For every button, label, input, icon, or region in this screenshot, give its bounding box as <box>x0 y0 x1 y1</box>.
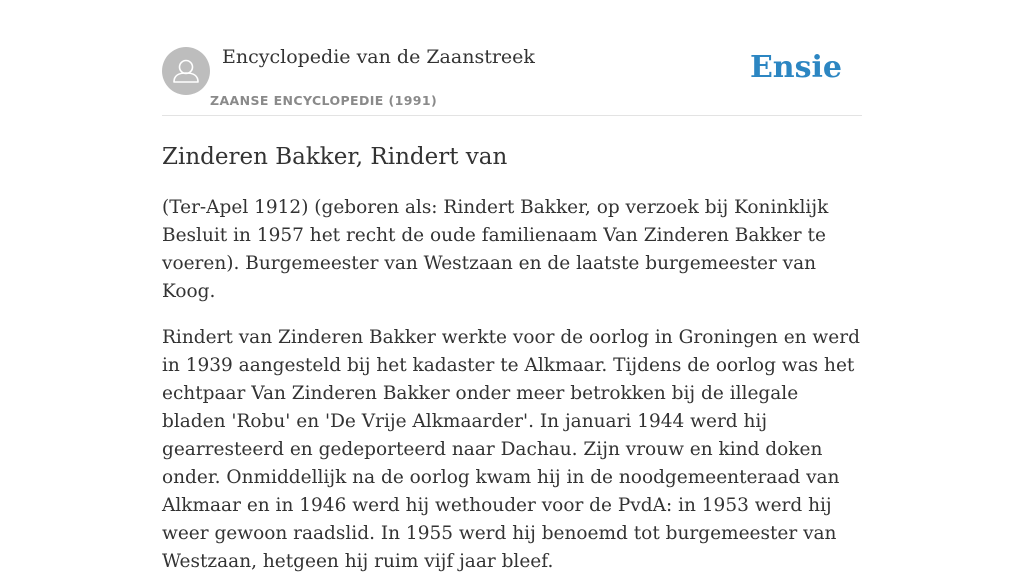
entry-paragraph: (Ter-Apel 1912) (geboren als: Rindert Bakker, op verzoek bij Koninklijk Besluit in 1957 het recht de oude familienaam Van Zinderen Bakker te voeren). Burgemeester van Westzaan en de laatste burgemeester van Koog. <box>162 197 829 302</box>
source-avatar[interactable] <box>162 47 210 95</box>
source-title[interactable]: Encyclopedie van de Zaanstreek <box>222 46 535 68</box>
entry-title: Zinderen Bakker, Rindert van <box>162 144 508 170</box>
ensie-logo[interactable]: Ensie <box>749 50 842 85</box>
entry-paragraph: Rindert van Zinderen Bakker werkte voor de oorlog in Groningen en werd in 1939 aangesteld bij het kadaster te Alkmaar. Tijdens de oorlog was het echtpaar Van Zinderen Bakker onder meer betrokken bij de illegale bladen 'Robu' en 'De Vrije Alkmaarder'. In januari 1944 werd hij gearresteerd en gedeporteerd naar Dachau. Zijn vrouw en kind doken onder. Onmiddellijk na de oorlog kwam hij in de noodgemeenteraad van Alkmaar en in 1946 werd hij wethouder voor de PvdA: in 1953 werd hij weer gewoon raadslid. In 1955 werd hij benoemd tot burgemeester van Westzaan, hetgeen hij ruim vijf jaar bleef. <box>162 327 860 572</box>
source-subtitle: ZAANSE ENCYCLOPEDIE (1991) <box>210 93 438 108</box>
source-header <box>162 0 862 116</box>
page <box>162 0 862 572</box>
user-silhouette-icon <box>162 47 210 95</box>
